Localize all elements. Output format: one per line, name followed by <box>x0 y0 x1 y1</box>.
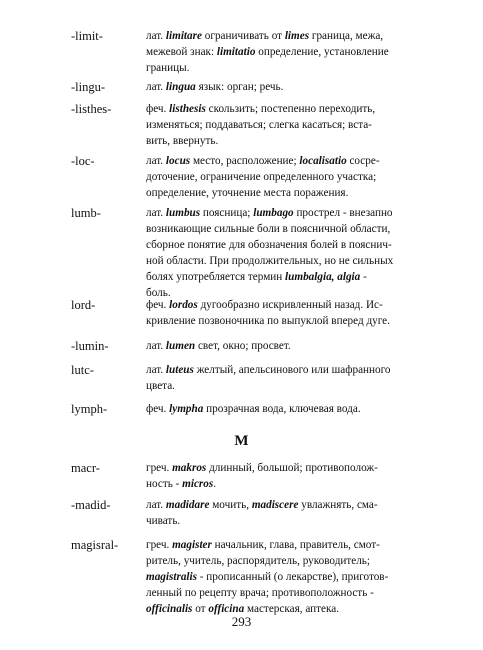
keyword: micros <box>182 478 214 490</box>
entry-definition <box>146 362 420 394</box>
entry-term: lord- <box>71 298 96 312</box>
definition-text: возникающие сильные боли в поясничной области, <box>146 223 391 235</box>
definition-text: феч. <box>146 299 170 311</box>
keyword: limes <box>284 30 310 42</box>
definition-line <box>146 205 420 221</box>
section-letter: M <box>234 433 249 449</box>
definition-line <box>146 476 420 492</box>
entry-term: lutc- <box>71 363 94 377</box>
definition-text: доточение, ограничение определенного участка; <box>146 171 377 183</box>
definition-text: изменяться; поддаваться; слегка касаться; вста- <box>146 119 372 131</box>
entry-term: lumb- <box>71 206 101 220</box>
definition-line <box>146 221 420 237</box>
definition-text: прозрачная вода, ключевая вода. <box>203 403 361 415</box>
keyword: locus <box>165 155 191 167</box>
entry-term: -lumin- <box>71 339 109 353</box>
definition-text: ритель, учитель, распорядитель, руководитель; <box>146 555 371 567</box>
definition-line <box>146 585 420 601</box>
definition-text: цвета. <box>146 380 175 392</box>
definition-line <box>146 569 420 585</box>
definition-line <box>146 28 420 44</box>
definition-text: лат. <box>146 499 166 511</box>
definition-text: определение, установление <box>255 46 389 58</box>
definition-line <box>146 185 420 201</box>
definition-text: чивать. <box>146 515 181 527</box>
keyword: listhesis <box>169 103 206 115</box>
definition-line <box>146 169 420 185</box>
definition-text: язык: орган; речь. <box>195 81 284 93</box>
definition-text: прострел - внезапно <box>293 207 393 219</box>
entry-definition <box>146 401 420 417</box>
entry-term: lymph- <box>71 402 108 416</box>
keyword: localisatio <box>299 155 347 167</box>
keyword: limitare <box>165 30 202 42</box>
definition-line <box>146 362 420 378</box>
keyword: magistralis <box>146 571 197 583</box>
keyword: lingua <box>165 81 196 93</box>
definition-line <box>146 253 420 269</box>
definition-line <box>146 133 420 149</box>
definition-text: увлажнять, сма- <box>298 499 378 511</box>
definition-line <box>146 497 420 513</box>
definition-text: дугообразно искривленный назад. Ис- <box>197 299 383 311</box>
entry-definition <box>146 79 420 95</box>
keyword: lympha <box>169 403 204 415</box>
definition-text: желтый, апельсинового или шафранного <box>193 364 391 376</box>
definition-line <box>146 537 420 553</box>
definition-text: - <box>360 271 367 283</box>
keyword: magister <box>172 539 212 551</box>
definition-text: болях употребляется термин <box>146 271 286 283</box>
entry-definition <box>146 205 420 301</box>
entry-term: magisral- <box>71 538 119 552</box>
entry-definition <box>146 101 420 149</box>
definition-text: феч. <box>146 403 170 415</box>
entry-definition <box>146 297 420 329</box>
keyword: luteus <box>165 364 194 376</box>
entry-term: -lingu- <box>71 80 106 94</box>
keyword: lordos <box>169 299 198 311</box>
definition-line <box>146 237 420 253</box>
definition-line <box>146 297 420 313</box>
definition-text: поясница; <box>200 207 254 219</box>
definition-text: определение, уточнение места поражения. <box>146 187 349 199</box>
definition-text: греч. <box>146 539 173 551</box>
definition-text: от <box>192 603 209 615</box>
definition-text: лат. <box>146 340 166 352</box>
definition-text: лат. <box>146 364 166 376</box>
keyword: limitatio <box>216 46 256 58</box>
definition-line <box>146 553 420 569</box>
definition-text: вить, ввернуть. <box>146 135 219 147</box>
definition-text: ограничивать от <box>201 30 285 42</box>
definition-line <box>146 60 420 76</box>
definition-text: ной области. При продолжительных, но не сильных <box>146 255 394 267</box>
definition-text: лат. <box>146 155 166 167</box>
entry-definition <box>146 153 420 201</box>
keyword: makros <box>172 462 207 474</box>
entry-definition <box>146 460 420 492</box>
definition-text: мочить, <box>209 499 252 511</box>
definition-text: границы. <box>146 62 190 74</box>
definition-line <box>146 117 420 133</box>
definition-text: кривление позвоночника по выпуклой вперед дуге. <box>146 315 390 327</box>
definition-text: боль. <box>146 287 171 299</box>
definition-text: феч. <box>146 103 170 115</box>
keyword: lumen <box>165 340 196 352</box>
definition-text: начальник, глава, правитель, смот- <box>211 539 380 551</box>
definition-text: место, расположение; <box>190 155 300 167</box>
definition-line <box>146 460 420 476</box>
definition-text: длинный, большой; противополож- <box>206 462 378 474</box>
definition-line <box>146 44 420 60</box>
entry-definition <box>146 28 420 76</box>
definition-text: лат. <box>146 81 166 93</box>
definition-text: ленный по рецепту врача; противоположность - <box>146 587 374 599</box>
definition-line <box>146 513 420 529</box>
definition-text: ность - <box>146 478 183 490</box>
definition-text: - прописанный (о лекарстве), приготов- <box>196 571 389 583</box>
keyword: officina <box>208 603 245 615</box>
definition-line <box>146 338 420 354</box>
entry-term: -madid- <box>71 498 111 512</box>
definition-text: сосре- <box>346 155 380 167</box>
definition-text: скользить; постепенно переходить, <box>205 103 376 115</box>
definition-line <box>146 79 420 95</box>
keyword: madidare <box>165 499 210 511</box>
definition-text: лат. <box>146 207 166 219</box>
entry-definition <box>146 338 420 354</box>
keyword: lumbago <box>253 207 294 219</box>
keyword: lumbus <box>165 207 201 219</box>
entry-definition <box>146 497 420 529</box>
definition-line <box>146 269 420 285</box>
definition-text: лат. <box>146 30 166 42</box>
page-number: 293 <box>231 614 252 629</box>
definition-line <box>146 378 420 394</box>
entry-definition <box>146 537 420 617</box>
definition-text: греч. <box>146 462 173 474</box>
definition-text: граница, межа, <box>309 30 384 42</box>
keyword: madiscere <box>251 499 299 511</box>
definition-text: межевой знак: <box>146 46 217 58</box>
definition-text: . <box>213 478 217 490</box>
entry-term: -loc- <box>71 154 95 168</box>
definition-line <box>146 401 420 417</box>
entry-term: -listhes- <box>71 102 112 116</box>
entry-term: -limit- <box>71 29 103 43</box>
definition-text: сборное понятие для обозначения болей в пояснич- <box>146 239 392 251</box>
keyword: lumbalgia, algia <box>285 271 361 283</box>
keyword: officinalis <box>146 603 193 615</box>
definition-text: свет, окно; просвет. <box>195 340 291 352</box>
entry-term: macr- <box>71 461 100 475</box>
definition-line <box>146 313 420 329</box>
definition-line <box>146 153 420 169</box>
definition-text: мастерская, аптека. <box>244 603 340 615</box>
definition-line <box>146 101 420 117</box>
